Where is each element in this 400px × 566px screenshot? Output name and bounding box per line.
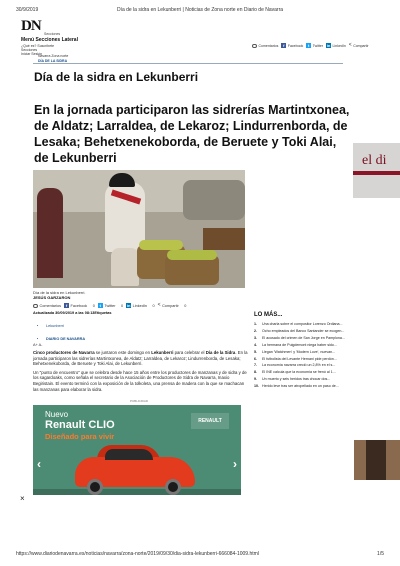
chevron-left-icon[interactable]: ‹ [37,457,41,471]
login-link[interactable]: Iniciar Sesión [21,52,43,56]
comments-button[interactable]: Comentarios [33,304,61,308]
most-read-headline: El acusado del crimen de San Jorge en Pamplona... [262,335,345,340]
most-read-item[interactable] [254,376,354,383]
linkedin-button[interactable]: in LinkedIn 0 [126,303,155,308]
most-read-rank: 9. [254,377,257,382]
share-button[interactable]: < Compartir 0 [157,302,187,308]
most-read-item[interactable] [254,342,354,349]
side-banner-ad-bottom[interactable] [354,440,400,480]
most-read-rank: 6. [254,356,257,361]
facebook-count: 0 [92,303,95,308]
most-read-item[interactable] [254,328,354,335]
chevron-right-icon[interactable]: › [233,457,237,471]
linkedin-button[interactable]: in LinkedIn [326,43,346,48]
page-url: https://www.diariodenavarra.es/noticias/navarra/zona-norte/2019/09/30/dia-sidra-lekunberri-666084-1009.html [16,551,259,557]
twitter-button[interactable]: t Twitter 0 [99,303,124,308]
most-read-rank: 1. [254,322,257,326]
most-read-headline: Herido leve tras ser atropellado en un paso de... [262,384,339,389]
twitter-icon: t [99,303,102,308]
header-divider [33,63,343,64]
caption-text: Día de la sidra en Lekunberri. [33,290,86,295]
most-read-rank: 2. [254,328,257,333]
twitter-count: 0 [121,303,124,308]
most-read-headline: El INE calcula que la economía se frenó al 1... [262,370,336,375]
most-read-item[interactable] [254,369,354,376]
comments-button[interactable]: Comentarios [252,44,278,48]
facebook-icon: f [65,303,68,308]
paragraph: Cinco productores de Navarra se juntaron este domingo en Lekunberri para celebrar el Día de la Sidra. En la jornada participaron las sidrerías Martintxonea, de Aldatz; Larraldea, de Lekaroz; Lindurrenborda, de Lesaka; Behetxenekoborda, de Beruete y Toki Alai, de Lekunberri. [33,350,248,367]
comment-icon [252,44,257,48]
renault-logo: RENAULT [191,413,229,429]
most-read-rank: 4. [254,342,257,347]
ad-nuevo-text: Nuevo [45,410,69,419]
most-read-headline: Un muerto y seis heridos tras chocar dos... [262,377,331,382]
photo-author: JESÚS GARZARON [33,295,71,300]
tag-item[interactable]: • Lekunberri [46,320,85,333]
linkedin-icon: in [326,43,331,48]
most-read-title: LO MÁS... [254,312,283,318]
article-title: Día de la sidra en Lekunberri [34,70,199,84]
share-bar-top [252,43,369,48]
sections-link[interactable]: Secciones [21,48,38,52]
ad-model-text: Renault CLIO [45,419,115,431]
font-size-controls[interactable]: A+ A- [33,343,43,347]
print-page-title: Día de la sidra en Lekunberri | Noticias de Zona norte en Diario de Navarra [116,7,284,13]
page-number: 1/5 [377,551,384,557]
breadcrumb [38,54,68,63]
twitter-icon: t [308,43,310,48]
ad-slogan-text: Diseñado para vivir [45,432,115,441]
updated-timestamp: Actualizada 30/09/2019 a las 08:13Etiquetas [33,311,112,315]
print-date: 30/9/2019 [16,7,39,13]
twitter-button[interactable]: t Twitter [308,43,324,48]
share-count: 0 [184,303,187,308]
most-read-rank: 8. [254,370,257,375]
most-read-headline: Llegan 'Watchmen' y 'Modern Love', nuevan... [262,349,336,354]
article-subtitle: En la jornada participaron las sidrerías Martintxonea, de Aldatz; Larraldea, de Lekaroz; Lindurrenborda, de Lesaka; Behetxenekoborda, de Beruete y Toki Alai, de Lekunberri [34,103,350,165]
facebook-button[interactable]: f Facebook 0 [65,303,95,308]
tag-item[interactable]: • DIARIO DE NAVARRA [46,333,85,346]
most-read-rank: 3. [254,335,257,340]
linkedin-count: 0 [152,303,155,308]
paragraph: Un "punto de encuentro" que se celebra desde hace 15 años entre los productores de manzanas y de sidra y de los sagardoaks, como señala el secretario de la Asociación de Productores de Sidra de Navarra, Inaxio Begiristain. El evento terminó con la exposición de la tolkoleta, una prensa de madera con la que se machacan las manzanas para elaborar la sidra. [33,369,247,392]
most-read-list [254,321,354,390]
article-body [33,350,248,395]
share-icon: < [348,42,352,48]
print-header [16,7,384,15]
side-banner-text: el di [362,153,387,168]
breadcrumb-topic[interactable]: DÍA DE LA SIDRA [38,58,68,63]
most-read-rank: 7. [254,363,257,368]
share-icon: < [157,302,161,308]
article-photo[interactable] [33,170,245,288]
most-read-headline: El futbolista del Levante Hernani pide perdón... [262,356,337,361]
ad-label: PUBLICIDAD [130,399,149,403]
most-read-panel [254,312,354,390]
most-read-item[interactable] [254,362,354,369]
menu-sections-link[interactable]: Menú Secciones Lateral [21,37,78,43]
most-read-item[interactable] [254,356,354,363]
side-banner-ad[interactable] [353,143,400,198]
close-icon[interactable]: × [20,494,25,503]
most-read-item[interactable] [254,383,354,390]
comment-icon [33,304,38,308]
most-read-item[interactable] [254,335,354,342]
share-button[interactable]: < Compartir [348,42,369,48]
most-read-headline: Una charla sobre el compositor Lorenzo Ordiana... [262,322,343,326]
linkedin-icon: in [126,303,131,308]
most-read-headline: La economía navarra creció un 2,8% en el s... [262,363,336,368]
facebook-icon: f [283,43,285,48]
what-is-link[interactable]: ¿Qué es? [21,44,37,48]
logo-subtitle: Secciones [44,32,61,36]
most-read-headline: Ocho empleados del Banco Santander se ecogen... [262,328,345,333]
renault-ad-banner[interactable] [33,405,241,495]
most-read-rank: 10. [254,384,259,389]
share-bar-article [33,303,186,308]
tag-list [46,320,85,346]
photo-caption [33,290,85,300]
breadcrumb-section[interactable]: Navarra Zona norte [38,54,69,58]
site-logo[interactable]: DN [21,18,41,34]
subscribe-link[interactable]: Suscríbete [37,44,55,48]
most-read-item[interactable] [254,349,354,356]
most-read-headline: La hermana de Puigdemont niega haber sido... [262,342,337,347]
most-read-rank: 5. [254,349,257,354]
side-banner-band [353,171,400,175]
facebook-button[interactable]: f Facebook [283,43,304,48]
most-read-item[interactable] [254,321,354,328]
